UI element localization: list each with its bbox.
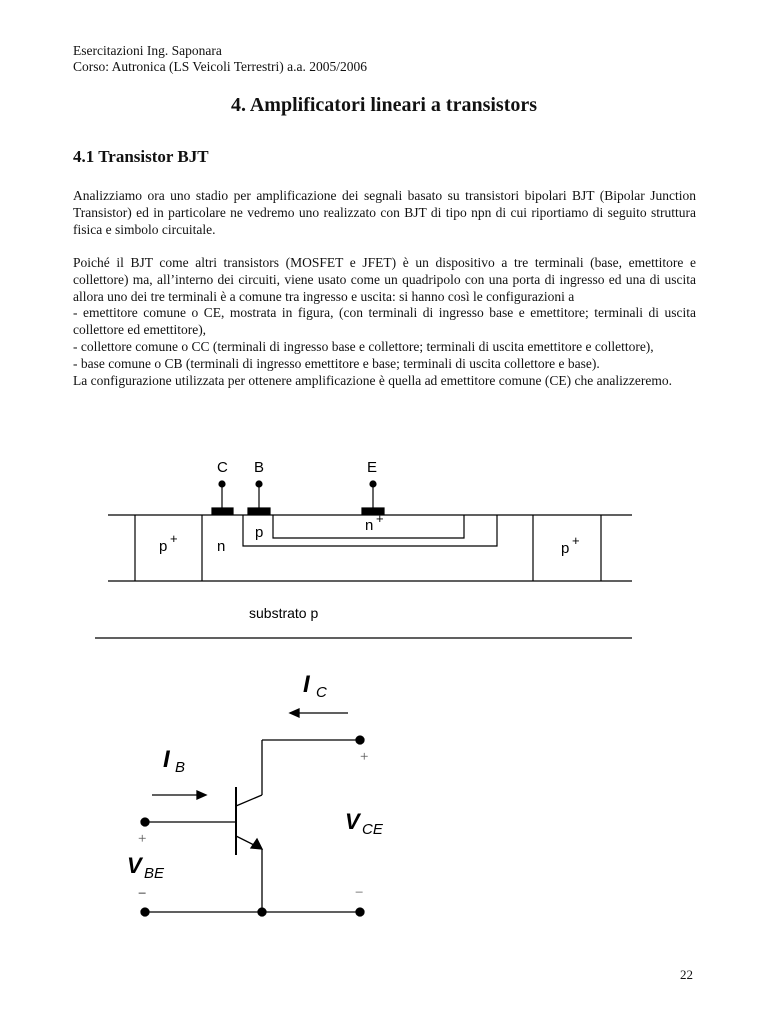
base-terminal-dot <box>256 481 262 487</box>
base-terminal <box>141 818 149 826</box>
collector-contact <box>212 508 233 514</box>
n-plus-label: n <box>365 517 374 534</box>
vbe-subscript: BE <box>144 865 165 882</box>
collector-terminal <box>356 736 364 744</box>
ib-arrow-head <box>197 791 206 799</box>
base-contact <box>248 508 270 514</box>
ic-label: I <box>303 671 310 698</box>
ib-label: I <box>163 746 170 773</box>
vbe-minus-sign: − <box>138 886 147 902</box>
ic-arrow-head <box>290 709 299 717</box>
circuit-labels <box>127 671 384 882</box>
terminal-e-label: E <box>367 459 378 476</box>
p-base-label: p <box>255 524 264 541</box>
vbe-label: V <box>127 853 142 878</box>
bjt-physical-structure <box>95 481 632 638</box>
emitter-terminal-dot <box>370 481 376 487</box>
paragraph-2-closing: La configurazione utilizzata per ottenere amplificazione è quella ad emettitore comune (CE) che analizzeremo. <box>73 372 672 388</box>
ground-terminal-right <box>356 908 364 916</box>
header-line-2: Corso: Autronica (LS Veicoli Terrestri) a.a. 2005/2006 <box>73 59 368 74</box>
ce-circuit <box>141 709 364 916</box>
vce-minus-sign: − <box>355 885 364 901</box>
config-item-cb: - base comune o CB (terminali di ingresso emettitore e base; terminali di uscita collettore e base). <box>73 355 600 371</box>
ib-subscript: B <box>175 759 186 776</box>
section-heading: 4.1 Transistor BJT <box>73 147 209 166</box>
header-line-1: Esercitazioni Ing. Saponara <box>73 43 222 58</box>
collector-branch <box>236 795 262 806</box>
ground-terminal-left <box>141 908 149 916</box>
chapter-title: 4. Amplificatori lineari a transistors <box>230 94 538 116</box>
vbe-plus-sign: + <box>138 831 147 847</box>
vce-subscript: CE <box>362 821 383 838</box>
collector-terminal-dot <box>219 481 225 487</box>
p-plus-left-sign: + <box>170 531 178 546</box>
p-plus-left-label: p <box>159 538 168 555</box>
p-plus-right-label: p <box>561 540 570 557</box>
vce-plus-sign: + <box>360 749 369 765</box>
substrate-label: substrato p <box>249 605 319 621</box>
ic-subscript: C <box>316 684 327 701</box>
n-region-label: n <box>217 538 226 555</box>
terminal-c-label: C <box>217 459 228 476</box>
vce-label: V <box>345 809 360 834</box>
config-item-ce: - emettitore comune o CE, mostrata in figura, (con terminali di ingresso base e emettitore; terminali di uscita collettore ed emettitore), <box>73 305 696 338</box>
paragraph-2-intro: Poiché il BJT come altri transistors (MOSFET e JFET) è un dispositivo a tre terminali (base, emettitore e collettore) ma, all’interno dei circuiti, viene usato come un quadripolo con una porta di ingresso ed una di uscita allora uno dei tre terminali è a comune tra ingresso e uscita: si hanno così le configurazioni a <box>73 255 696 304</box>
p-plus-right-sign: + <box>572 533 580 548</box>
config-item-cc: - collettore comune o CC (terminali di ingresso base e collettore; terminali di uscita emettitore e collettore), <box>73 338 654 354</box>
page-number: 22 <box>680 967 693 982</box>
paragraph-1-text: Analizziamo ora uno stadio per amplificazione dei segnali basato su transistori bipolari BJT (Bipolar Junction Transistor) ed in particolare ne vedremo uno realizzato con BJT di tipo npn di cui riportiamo di seguito struttura fisica e simbolo circuitale. <box>73 188 696 237</box>
ground-node <box>258 908 266 916</box>
n-plus-sign: + <box>376 511 384 526</box>
terminal-b-label: B <box>254 459 265 476</box>
polarity-signs <box>138 749 368 902</box>
